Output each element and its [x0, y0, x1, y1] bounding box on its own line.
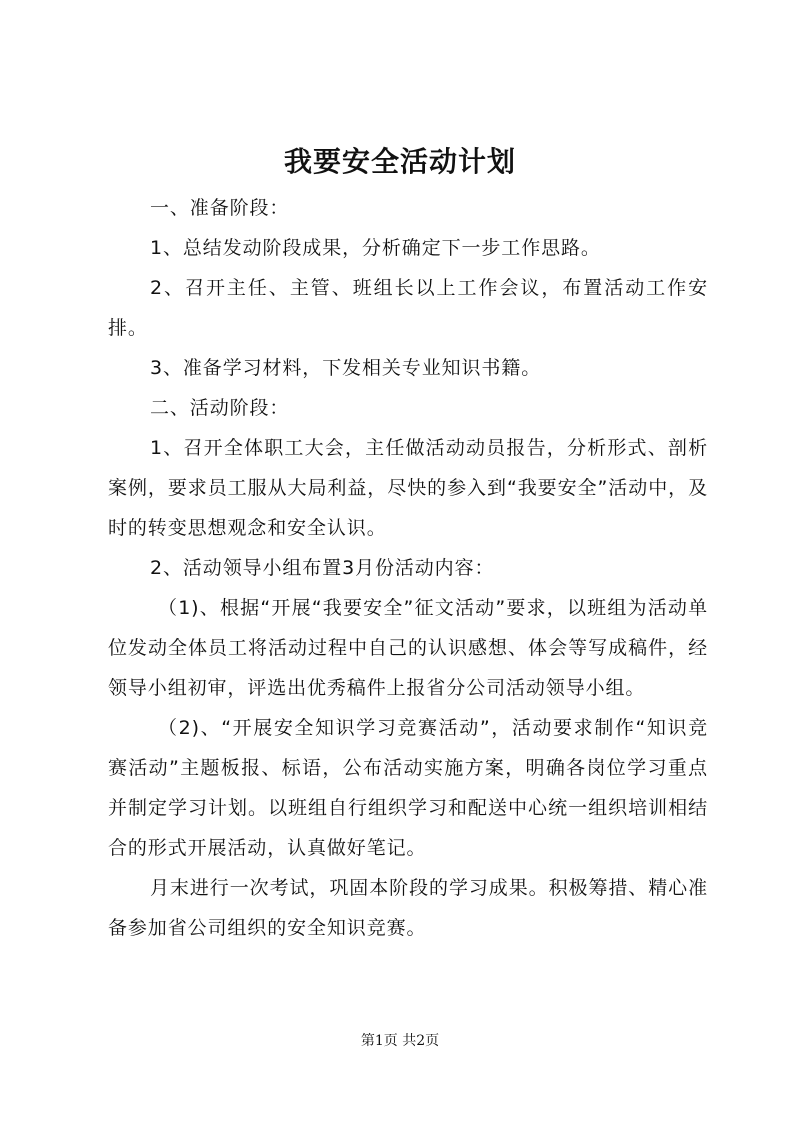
paragraph-activity-2-item-2: （2)、“开展安全知识学习竞赛活动”，活动要求制作“知识竞赛活动”主题板报、标语，公布活动实施方案，明确各岗位学习重点并制定学习计划。以班组自行组织学习和配送中心统一组织培训相结合的形式开展活动，认真做好笔记。 — [108, 717, 708, 859]
paragraph-month-end: 月末进行一次考试，巩固本阶段的学习成果。积极筹措、精心准备参加省公司组织的安全知识竞赛。 — [108, 877, 708, 939]
document-body — [108, 188, 708, 948]
paragraph-activity-2-item-1: （1)、根据“开展“我要安全”征文活动”要求，以班组为活动单位发动全体员工将活动过程中自己的认识感想、体会等写成稿件，经领导小组初审，评选出优秀稿件上报省分公司活动领导小组。 — [108, 597, 708, 699]
section-heading-preparation: 一、准备阶段： — [150, 197, 290, 219]
document-title: 我要安全活动计划 — [283, 145, 516, 178]
paragraph-prep-3: 3、准备学习材料，下发相关专业知识书籍。 — [150, 357, 542, 379]
paragraph-prep-2: 2、召开主任、主管、班组长以上工作会议，布置活动工作安排。 — [108, 277, 708, 339]
paragraph-activity-1: 1、召开全体职工大会，主任做活动动员报告，分析形式、剖析案例，要求员工服从大局利益，尽快的参入到“我要安全”活动中，及时的转变思想观念和安全认识。 — [108, 437, 708, 539]
section-heading-activity: 二、活动阶段： — [150, 397, 290, 419]
paragraph-activity-2: 2、活动领导小组布置3月份活动内容： — [150, 557, 495, 579]
page-footer: 第1页 共2页 — [360, 1033, 440, 1049]
paragraph-prep-1: 1、总结发动阶段成果，分析确定下一步工作思路。 — [150, 237, 601, 259]
